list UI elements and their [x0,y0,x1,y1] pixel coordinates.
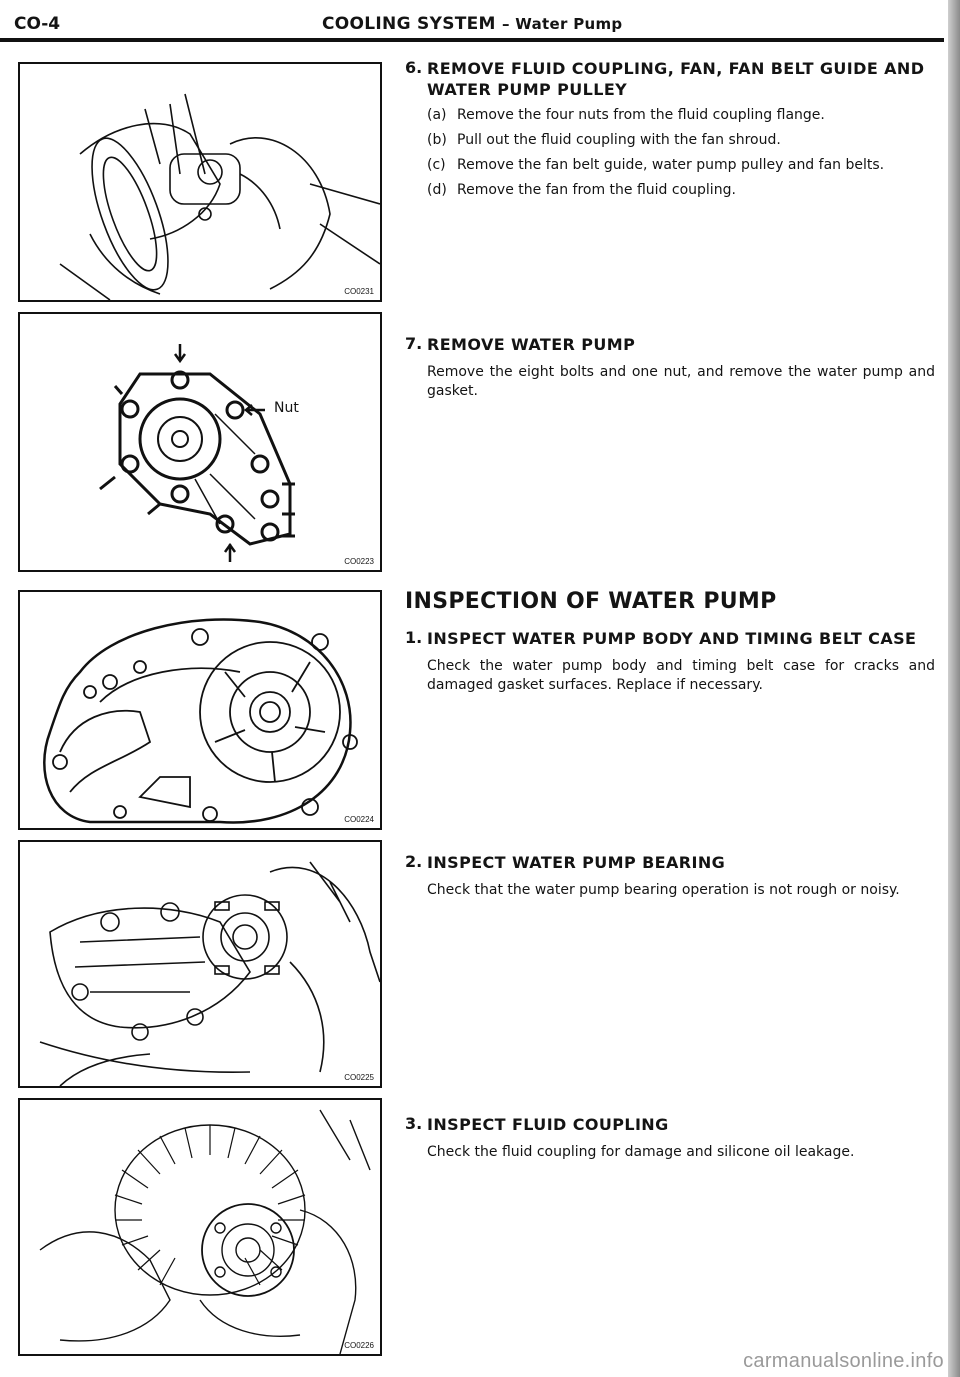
step-number: 2. [405,852,423,871]
substep-letter: (c) [427,157,446,173]
figure-code: CO0225 [344,1073,374,1082]
figure-check-bearing [18,840,382,1088]
substep-letter: (b) [427,132,447,148]
hands-checking-bearing-illustration [20,842,380,1086]
inspection-heading: INSPECTION OF WATER PUMP [405,589,777,614]
page-header [0,0,960,46]
step-6 [405,58,935,200]
page-code: CO-4 [14,14,61,34]
water-pump-body-illustration [20,592,380,828]
section-title [322,14,622,34]
inspection-step-1 [405,628,935,695]
step-title: REMOVE WATER PUMP [427,335,636,354]
substep-c [427,156,935,175]
step-7 [405,334,935,401]
step-text: Remove the eight bolts and one nut, and remove the water pump and gasket. [427,364,935,399]
step-title: INSPECT FLUID COUPLING [427,1115,669,1134]
step-title: INSPECT WATER PUMP BEARING [427,853,726,872]
watermark: carmanualsonline.info [743,1350,944,1372]
figure-code: CO0223 [344,557,374,566]
substep-text: Remove the fan from the fluid coupling. [457,182,736,198]
step-number: 6. [405,58,423,77]
figure-water-pump-body [18,590,382,830]
step-title: INSPECT WATER PUMP BODY AND TIMING BELT CASE [427,629,917,648]
inspection-step-2 [405,852,935,900]
scan-edge [948,0,960,1377]
step-number: 7. [405,334,423,353]
nut-label: Nut [274,400,299,416]
substep-b [427,131,935,150]
step-text: Check the water pump body and timing belt case for cracks and damaged gasket surfaces. Replace if necessary. [427,658,935,693]
figure-water-pump-bolts [18,312,382,572]
figure-remove-fluid-coupling [18,62,382,302]
substep-a [427,106,935,125]
section-title-main: COOLING SYSTEM [322,14,496,34]
hands-holding-fluid-coupling-illustration [20,1100,380,1354]
header-rule [0,38,944,42]
substep-text: Remove the four nuts from the fluid coupling flange. [457,107,825,123]
substep-text: Remove the fan belt guide, water pump pulley and fan belts. [457,157,885,173]
figure-code: CO0224 [344,815,374,824]
figure-fluid-coupling [18,1098,382,1356]
step-title: REMOVE FLUID COUPLING, FAN, FAN BELT GUIDE AND WATER PUMP PULLEY [427,59,925,99]
step-number: 1. [405,628,423,647]
inspection-step-3 [405,1114,935,1162]
step-text: Check the fluid coupling for damage and silicone oil leakage. [427,1144,855,1160]
section-subtitle: – Water Pump [501,15,623,33]
substep-text: Pull out the fluid coupling with the fan shroud. [457,132,781,148]
substep-letter: (a) [427,107,447,123]
step-text: Check that the water pump bearing operation is not rough or noisy. [427,882,900,898]
water-pump-bolt-diagram [20,314,380,570]
substep-d [427,181,935,200]
figure-code: CO0231 [344,287,374,296]
substep-letter: (d) [427,182,447,198]
step-number: 3. [405,1114,423,1133]
figure-code: CO0226 [344,1341,374,1350]
hands-removing-coupling-illustration [20,64,380,300]
